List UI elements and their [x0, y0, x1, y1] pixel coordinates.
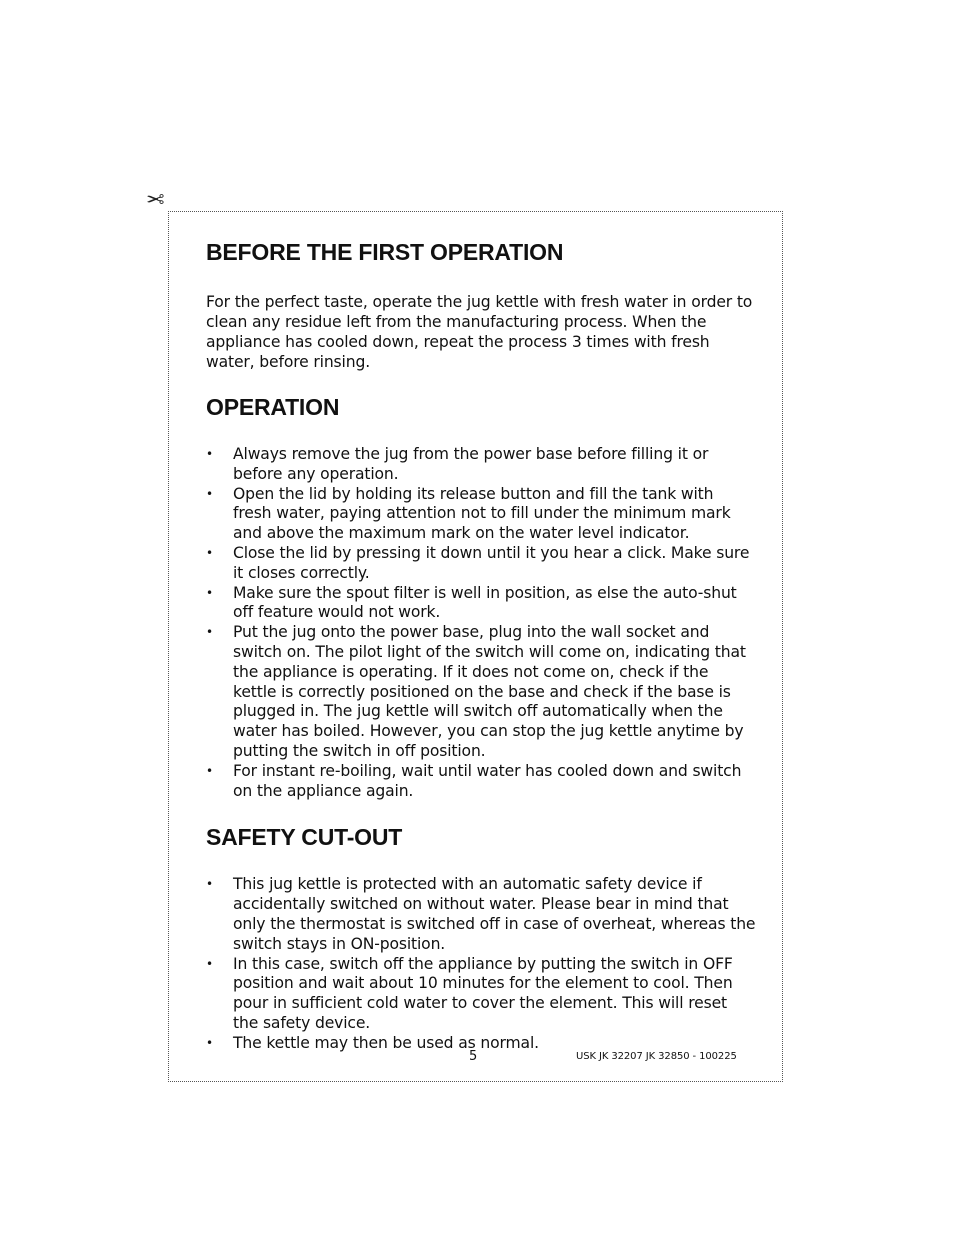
page-number: 5	[469, 1049, 478, 1064]
list-item-text: Make sure the spout filter is well in position, as else the auto-shut off feature would not work.	[233, 583, 737, 622]
list-item	[206, 485, 756, 544]
list-item-text: For instant re-boiling, wait until water has cooled down and switch on the appliance again.	[233, 761, 742, 800]
list-item	[206, 544, 756, 584]
scissors-icon: ✂	[146, 185, 165, 210]
bullet-icon: •	[206, 585, 213, 600]
bullet-icon: •	[206, 625, 213, 640]
bullet-icon: •	[206, 956, 213, 971]
list-item-text: Always remove the jug from the power base before filling it or before any operation.	[233, 445, 709, 483]
page-content	[206, 236, 756, 1054]
list-item	[206, 584, 756, 624]
list-item-text: Put the jug onto the power base, plug into the wall socket and switch on. The pilot light of the switch will come on, indicating that the appliance is operating. If it does not come on, check if the kettle is correctly positioned on the base and check if the base is plugged in. The jug kettle will switch off automatically when the water has boiled. However, you can stop the jug kettle anytime by putting the switch in off position.	[233, 623, 746, 760]
safety-list	[206, 875, 756, 1053]
heading-safety-cut-out: SAFETY CUT-OUT	[206, 824, 403, 851]
bullet-icon: •	[206, 877, 213, 892]
list-item-text: Close the lid by pressing it down until it you hear a click. Make sure it closes correctly.	[233, 543, 750, 582]
bullet-icon: •	[206, 763, 213, 778]
list-item-text: The kettle may then be used as normal.	[233, 1033, 539, 1052]
bullet-icon: •	[206, 447, 213, 461]
paragraph-before-first-operation: For the perfect taste, operate the jug kettle with fresh water in order to clean any residue left from the manufacturing process. When the appliance has cooled down, repeat the process 3 times with fresh water, before rinsing.	[206, 293, 753, 371]
heading-before-first-operation: BEFORE THE FIRST OPERATION	[206, 239, 564, 265]
list-item-text: This jug kettle is protected with an automatic safety device if accidentally switched on without water. Please bear in mind that only the thermostat is switched off in case of overheat, whereas the switch stays in ON-position.	[233, 875, 756, 953]
list-item	[206, 762, 756, 802]
document-code: USK JK 32207 JK 32850 - 100225	[576, 1051, 737, 1062]
bullet-icon: •	[206, 1035, 213, 1050]
list-item	[206, 955, 756, 1034]
heading-operation: OPERATION	[206, 394, 340, 420]
list-item	[206, 445, 756, 485]
list-item	[206, 623, 756, 762]
list-item	[206, 875, 756, 954]
operation-list	[206, 445, 756, 801]
list-item-text: In this case, switch off the appliance by putting the switch in OFF position and wait about 10 minutes for the element to cool. Then pour in sufficient cold water to cover the element. This will reset the safety device.	[233, 954, 733, 1032]
bullet-icon: •	[206, 486, 213, 501]
list-item-text: Open the lid by holding its release button and fill the tank with fresh water, paying attention not to fill under the minimum mark and above the maximum mark on the water level indicator.	[233, 484, 731, 543]
bullet-icon: •	[206, 545, 213, 560]
